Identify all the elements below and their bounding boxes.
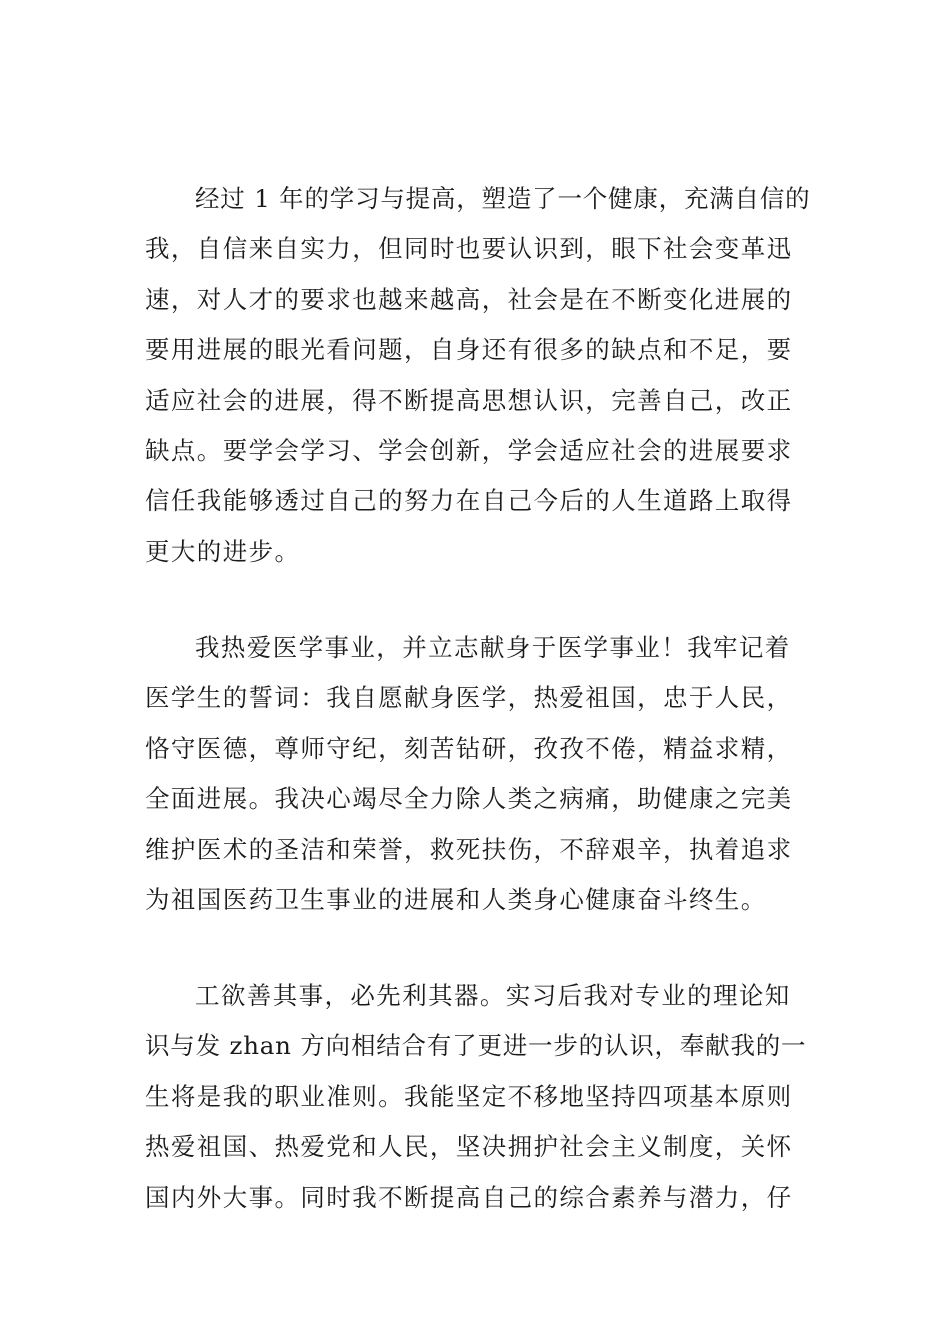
text-line: 恪守医德，尊师守纪，刻苦钻研，孜孜不倦，精益求精，: [145, 733, 793, 763]
text-line: 要用进展的眼光看问题，自身还有很多的缺点和不足，要: [145, 335, 793, 365]
text-line: 缺点。要学会学习、学会创新，学会适应社会的进展要求: [145, 435, 793, 465]
text-line: 速，对人才的要求也越来越高，社会是在不断变化进展的: [145, 284, 793, 314]
text-line: 我，自信来自实力，但同时也要认识到，眼下社会变革迅: [145, 234, 793, 264]
paragraph-internship: [145, 971, 810, 1223]
text-line: 生将是我的职业准则。我能坚定不移地坚持四项基本原则: [145, 1081, 793, 1111]
text-line: 更大的进步。: [145, 536, 301, 566]
text-line: 我热爱医学事业，并立志献身于医学事业！我牢记着: [195, 633, 791, 662]
text-line: 全面进展。我决心竭尽全力除人类之病痛，助健康之完美: [145, 784, 793, 814]
paragraph-medical-oath: [145, 623, 810, 925]
text-line: 经过 1 年的学习与提高，塑造了一个健康，充满自信的: [195, 184, 811, 213]
paragraph-self-growth: [145, 174, 810, 577]
text-line: 热爱祖国、热爱党和人民，坚决拥护社会主义制度，关怀: [145, 1132, 793, 1162]
text-line: 工欲善其事，必先利其器。实习后我对专业的理论知: [195, 981, 791, 1010]
text-line: 维护医术的圣洁和荣誉，救死扶伤，不辞艰辛，执着追求: [145, 834, 793, 864]
text-line: 识与发 zhan 方向相结合有了更进一步的认识，奉献我的一: [145, 1031, 807, 1061]
text-line: 适应社会的进展，得不断提高思想认识，完善自己，改正: [145, 385, 793, 415]
text-line: 信任我能够透过自己的努力在自己今后的人生道路上取得: [145, 486, 793, 516]
text-line: 为祖国医药卫生事业的进展和人类身心健康奋斗终生。: [145, 884, 767, 914]
text-line: 医学生的誓词：我自愿献身医学，热爱祖国，忠于人民，: [145, 683, 793, 713]
text-line: 国内外大事。同时我不断提高自己的综合素养与潜力，仔: [145, 1182, 793, 1212]
